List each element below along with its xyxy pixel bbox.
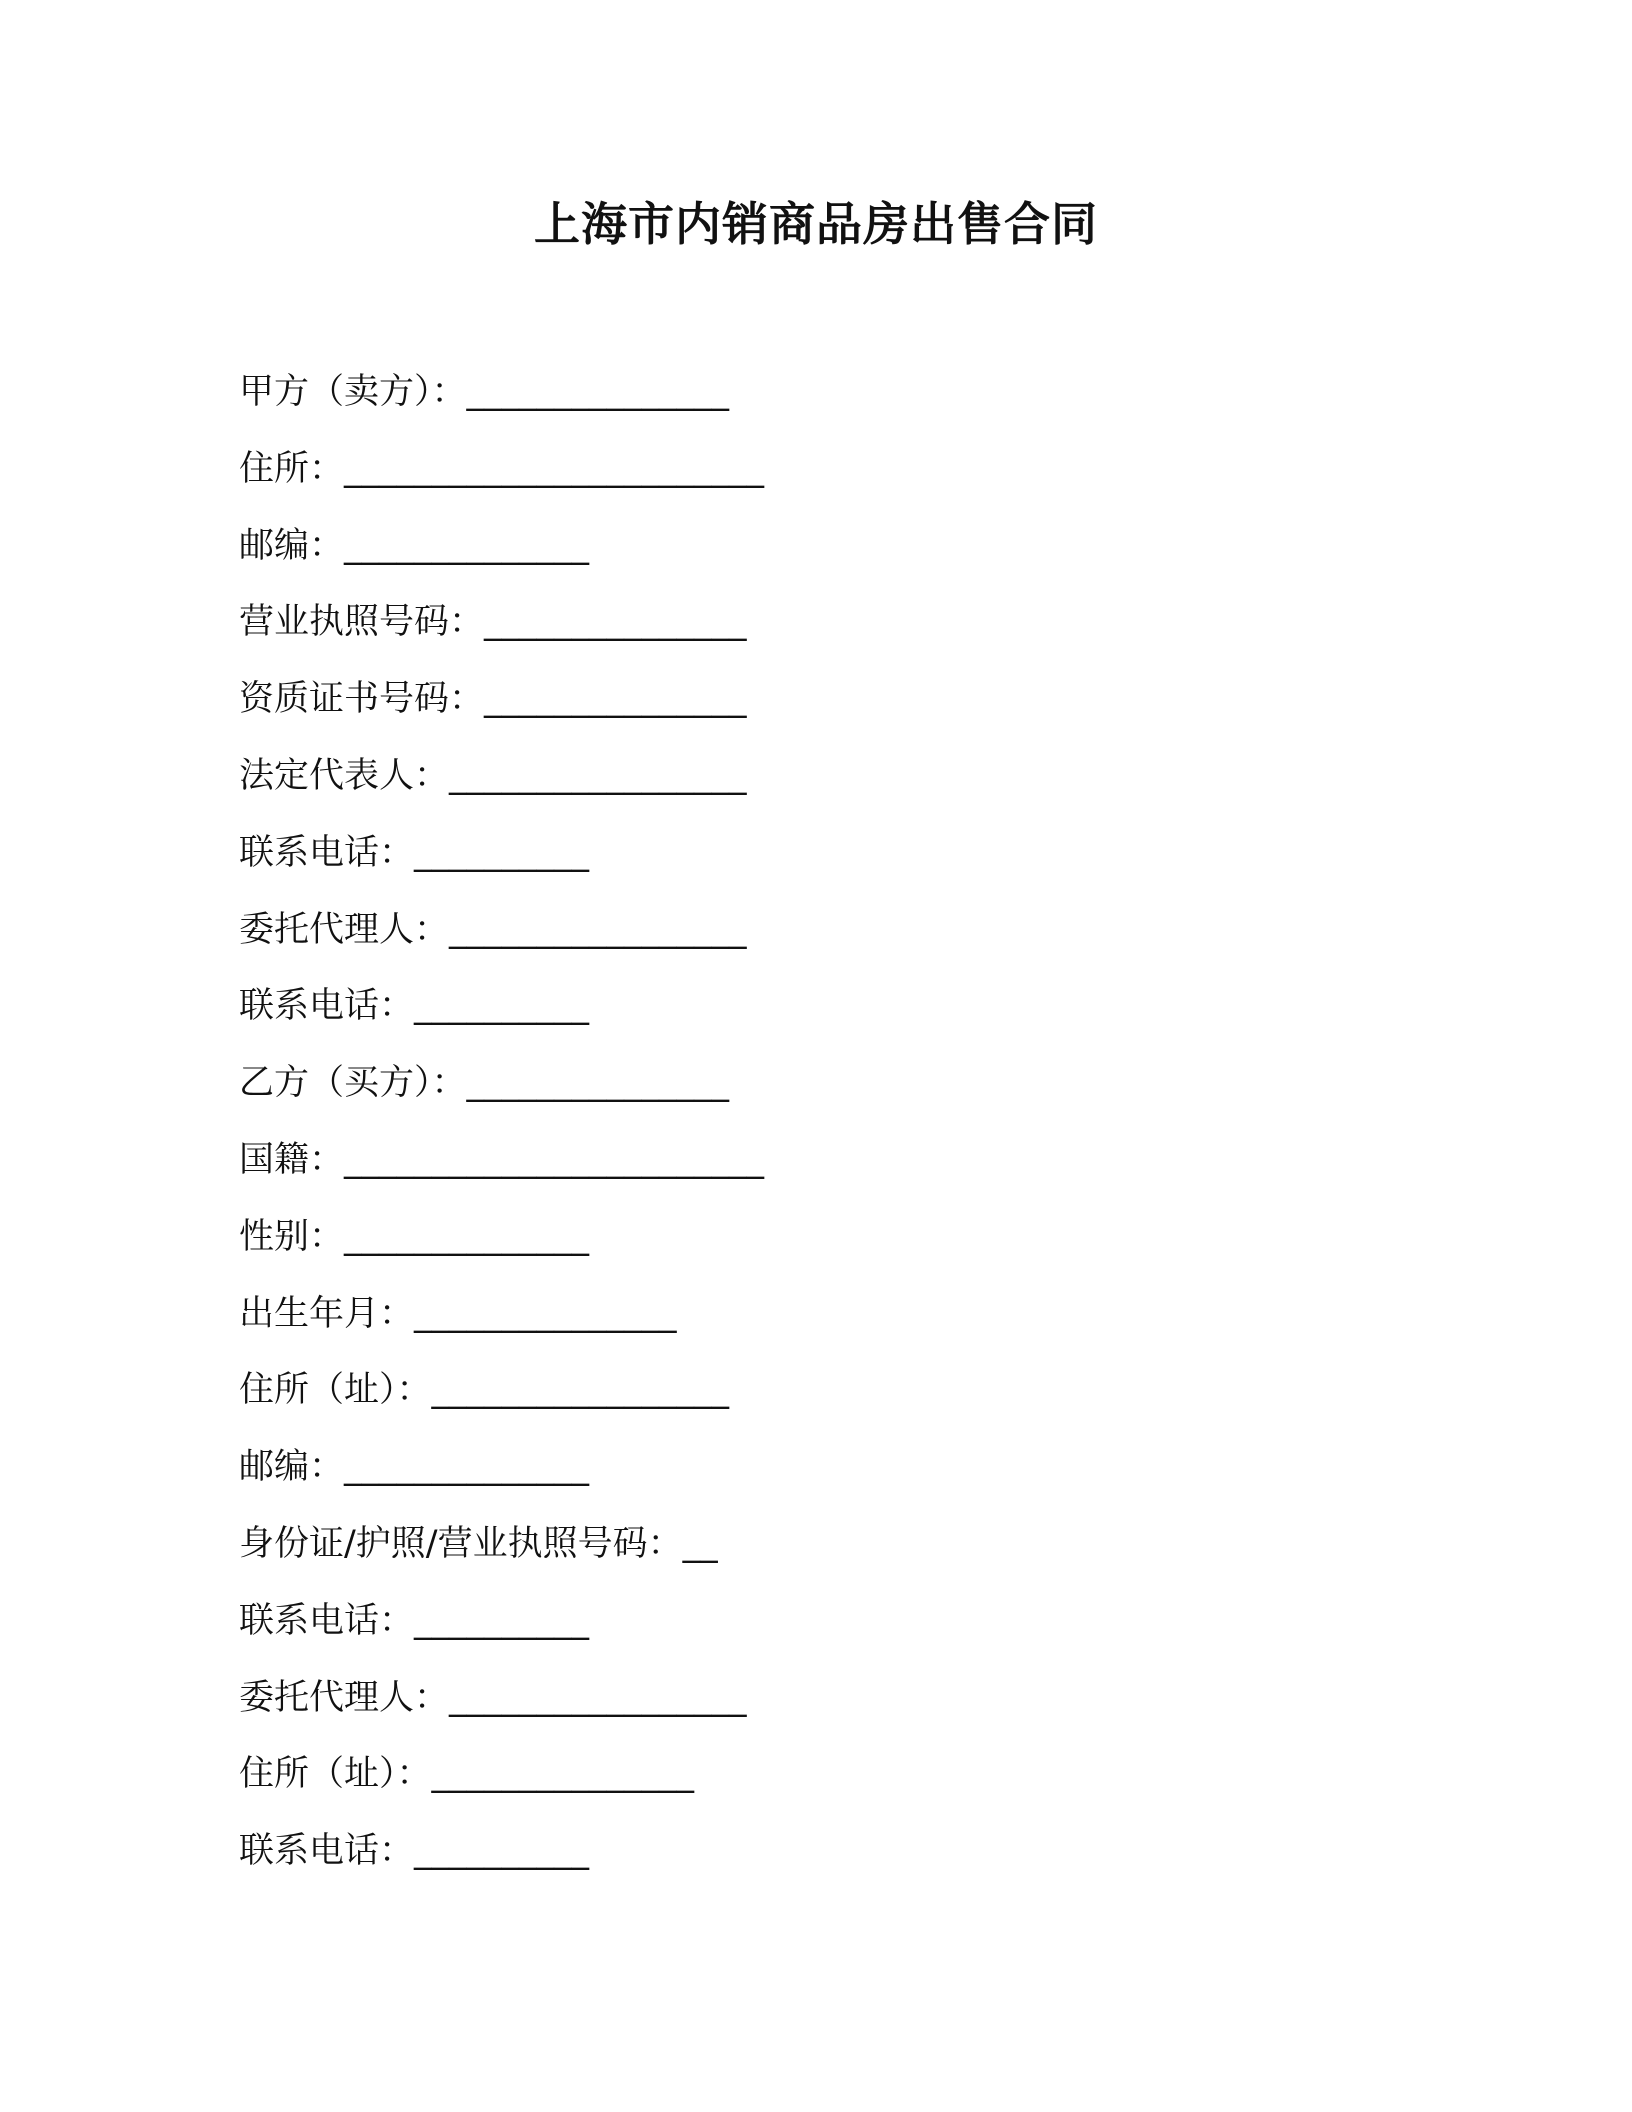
field-label: 委托代理人： xyxy=(239,1677,450,1718)
buyer-gender-field xyxy=(239,1209,1439,1286)
field-label: 甲方（卖方）： xyxy=(239,372,467,412)
fill-in-blank: _________________ xyxy=(431,1370,730,1411)
seller-agent-phone-field xyxy=(239,978,1439,1055)
buyer-nationality-field xyxy=(239,1132,1439,1209)
field-label: 身份证/护照/营业执照号码： xyxy=(239,1523,683,1564)
buyer-agent-phone-field xyxy=(239,1823,1439,1900)
fill-in-blank: ______________ xyxy=(344,1447,590,1488)
fill-in-blank: _______________ xyxy=(484,602,747,643)
seller-phone-field xyxy=(239,825,1439,902)
seller-business-license-field xyxy=(239,594,1439,671)
fill-in-blank: ______________ xyxy=(344,1216,590,1257)
buyer-phone-field xyxy=(239,1593,1439,1670)
field-label: 国籍： xyxy=(239,1139,345,1180)
fill-in-blank: __________ xyxy=(414,1600,590,1641)
fill-in-blank: _________________ xyxy=(449,909,747,950)
fill-in-blank: _________________ xyxy=(449,1677,747,1718)
fill-in-blank: __________ xyxy=(414,832,590,873)
fill-in-blank: _______________ xyxy=(466,372,730,412)
fill-in-blank: _______________ xyxy=(466,1063,730,1104)
buyer-agent-address-field xyxy=(239,1746,1439,1823)
seller-agent-field xyxy=(239,902,1439,979)
document-title: 上海市内销商品房出售合同 xyxy=(534,197,1098,251)
buyer-birthdate-field xyxy=(239,1286,1439,1363)
fill-in-blank: _________________ xyxy=(449,755,747,796)
field-label: 联系电话： xyxy=(239,832,415,873)
field-label: 营业执照号码： xyxy=(239,602,485,643)
fill-in-blank: _______________ xyxy=(431,1754,695,1795)
field-label: 出生年月： xyxy=(239,1293,415,1334)
seller-qualification-field xyxy=(239,671,1439,748)
buyer-id-number-field xyxy=(239,1516,1439,1593)
field-label: 性别： xyxy=(239,1216,345,1257)
field-label: 邮编： xyxy=(239,1447,345,1488)
field-label: 乙方（买方）： xyxy=(239,1063,467,1104)
field-label: 资质证书号码： xyxy=(239,679,485,720)
buyer-postcode-field xyxy=(239,1439,1439,1516)
fill-in-blank: ________________________ xyxy=(344,448,765,489)
buyer-name-field xyxy=(239,1055,1439,1132)
seller-address-field xyxy=(239,441,1439,518)
seller-name-field xyxy=(239,364,1439,441)
field-label: 住所（址）： xyxy=(239,1370,432,1411)
fill-in-blank: ________________________ xyxy=(344,1139,765,1180)
seller-legal-rep-field xyxy=(239,748,1439,825)
party-info-fields xyxy=(239,364,1439,1900)
field-label: 邮编： xyxy=(239,525,345,566)
fill-in-blank: ______________ xyxy=(344,525,590,566)
field-label: 联系电话： xyxy=(239,986,415,1027)
field-label: 联系电话： xyxy=(239,1600,415,1641)
fill-in-blank: _______________ xyxy=(484,679,747,720)
fill-in-blank: __________ xyxy=(414,986,590,1027)
field-label: 委托代理人： xyxy=(239,909,450,950)
seller-postcode-field xyxy=(239,518,1439,595)
field-label: 法定代表人： xyxy=(239,755,450,796)
fill-in-blank: __ xyxy=(682,1523,718,1564)
fill-in-blank: __________ xyxy=(414,1831,590,1872)
buyer-agent-field xyxy=(239,1670,1439,1747)
field-label: 联系电话： xyxy=(239,1831,415,1872)
field-label: 住所： xyxy=(239,448,345,489)
buyer-address-field xyxy=(239,1362,1439,1439)
fill-in-blank: _______________ xyxy=(414,1293,677,1334)
field-label: 住所（址）： xyxy=(239,1754,432,1795)
